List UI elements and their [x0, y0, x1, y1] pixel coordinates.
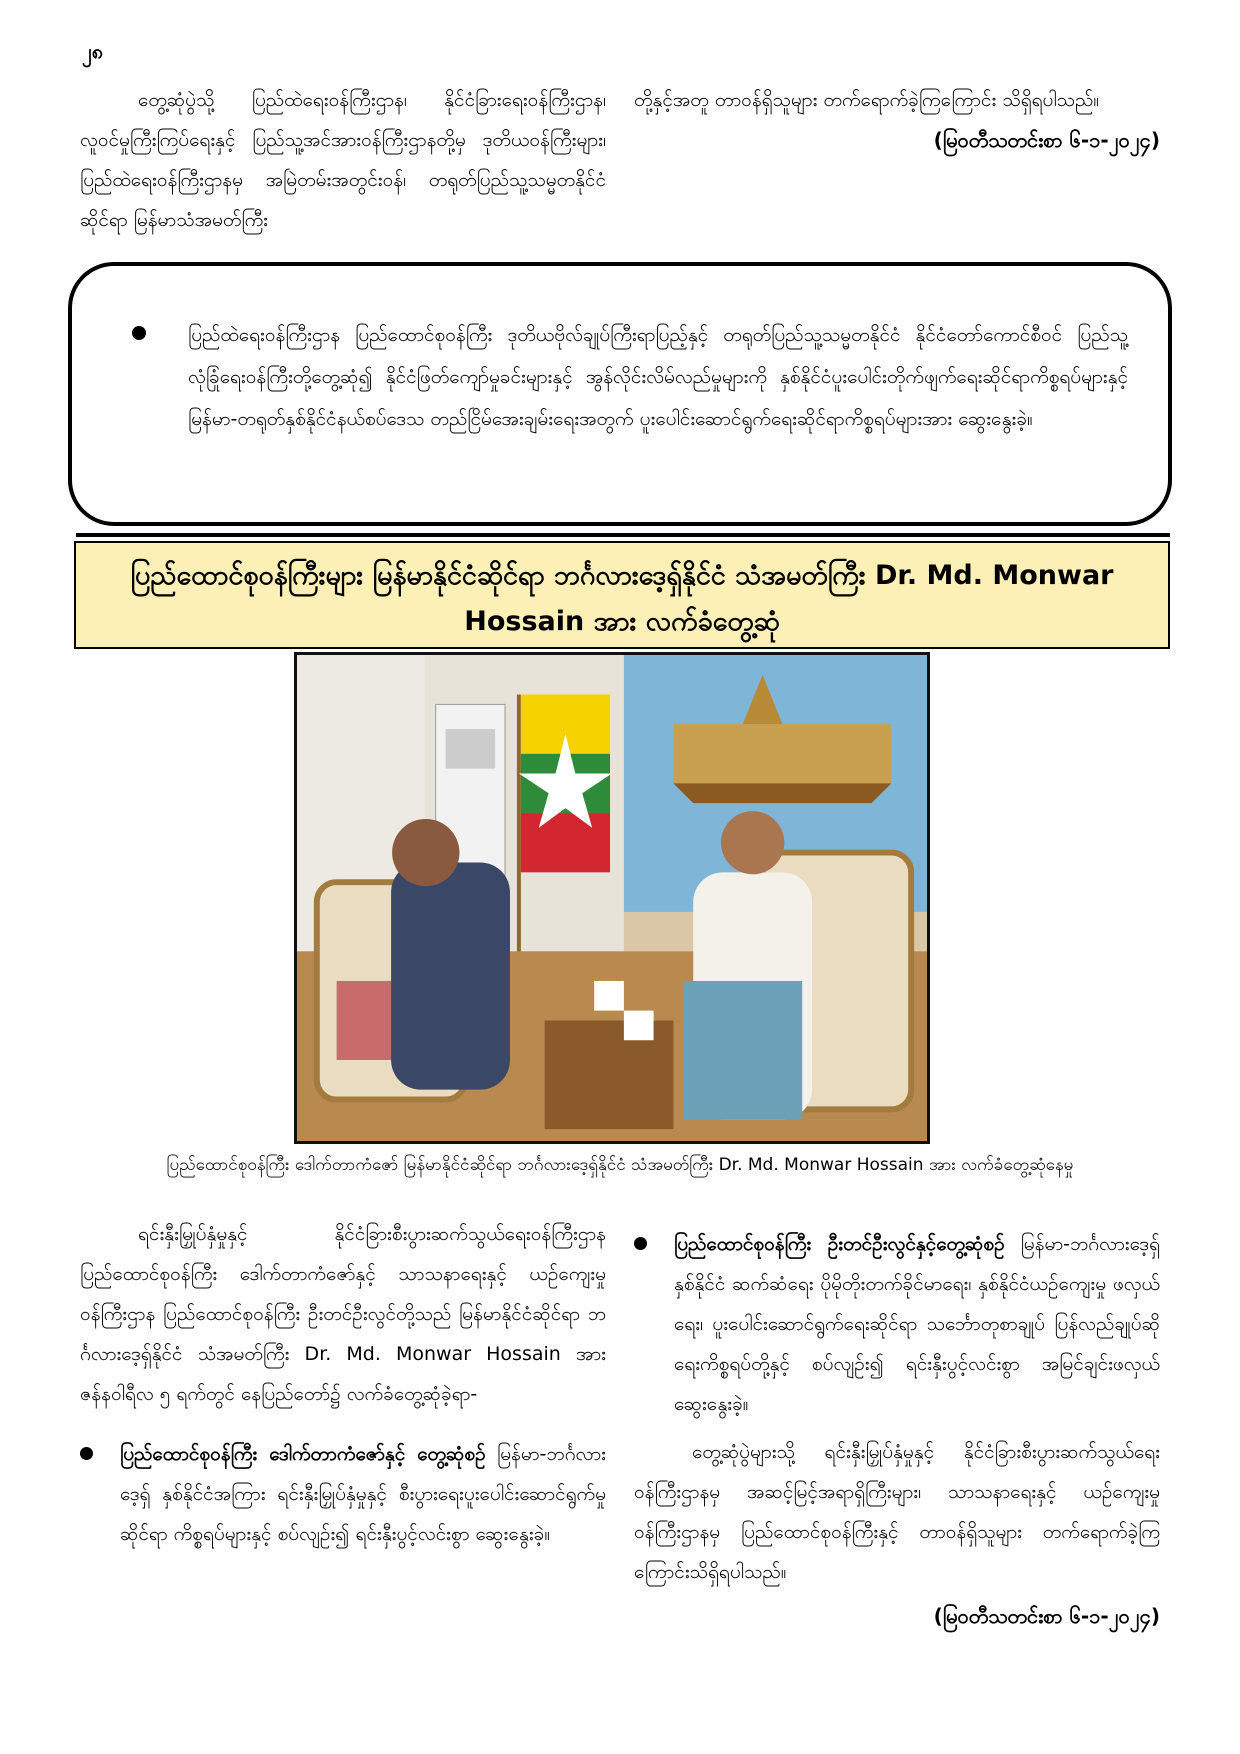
bullet-icon: [80, 1447, 93, 1460]
article-column-2: [634, 1224, 1160, 1636]
article-bullet-1: [80, 1434, 606, 1554]
bullet-1-lead: ပြည်ထောင်စုဝန်ကြီး ဒေါက်တာကံဇော်နှင့် တွေ့ဆုံစဉ်: [120, 1443, 486, 1465]
summary-box: [68, 262, 1172, 526]
top-article-column-1: [80, 80, 606, 240]
meeting-photo-illustration: [297, 655, 927, 1141]
top-article-source: (မြဝတီသတင်းစာ ၆-၁-၂၀၂၄): [933, 128, 1160, 152]
article-bullet-2: [634, 1224, 1160, 1424]
article-headline: ပြည်ထောင်စုဝန်ကြီးများ မြန်မာနိုင်ငံဆိုင်ရာ ဘင်္ဂလားဒေ့ရှ်နိုင်ငံ သံအမတ်ကြီး Dr. Md. Monwar Hossain အား လက်ခံတွေ့ဆုံ: [74, 541, 1170, 649]
bullet-1-text: မြန်မာ-ဘင်္ဂလားဒေ့ရှ် နှစ်နိုင်ငံအကြား ရင်းနှီးမြှုပ်နှံမှုနှင့် စီးပွားရေးပူးပေါင်းဆောင်ရွက်မှုဆိုင်ရာ ကိစ္စရပ်များနှင့် စပ်လျဉ်း၍ ရင်းနှီးပွင့်လင်းစွာ ဆွေးနွေးခဲ့။: [120, 1443, 606, 1545]
top-article-paragraph-end: တို့နှင့်အတူ တာဝန်ရှိသူများ တက်ရောက်ခဲ့ကြကြောင်း သိရှိရပါသည်။: [634, 89, 1100, 111]
article-intro: ရင်းနှီးမြှုပ်နှံမှုနှင့် နိုင်ငံခြားစီးပွားဆက်သွယ်ရေးဝန်ကြီးဌာန ပြည်ထောင်စုဝန်ကြီး ဒေါက်တာကံဇော်နှင့် သာသနာရေးနှင့် ယဉ်ကျေးမှုဝန်ကြီးဌာန ပြည်ထောင်စုဝန်ကြီး ဦးတင်ဦးလွင်တို့သည် မြန်မာနိုင်ငံဆိုင်ရာ ဘင်္ဂလားဒေ့ရှ်နိုင်ငံ သံအမတ်ကြီး Dr. Md. Monwar Hossain အား ဇန်နဝါရီလ ၅ ရက်တွင် နေပြည်တော်၌ လက်ခံတွေ့ဆုံခဲ့ရာ-: [80, 1223, 606, 1405]
page-number: ၂၈: [82, 39, 104, 63]
article-column-1: [80, 1214, 606, 1554]
article-closing: တွေ့ဆုံပွဲများသို့ ရင်းနှီးမြှုပ်နှံမှုနှင့် နိုင်ငံခြားစီးပွားဆက်သွယ်ရေးဝန်ကြီးဌာနမှ အဆင့်မြင့်အရာရှိကြီးများ၊ သာသနာရေးနှင့် ယဉ်ကျေးမှုဝန်ကြီးဌာနမှ ပြည်ထောင်စုဝန်ကြီးနှင့် တာဝန်ရှိသူများ တက်ရောက်ခဲ့ကြကြောင်းသိရှိရပါသည်။: [634, 1441, 1160, 1583]
section-divider: [76, 533, 1170, 537]
summary-text: ပြည်ထဲရေးဝန်ကြီးဌာန ပြည်ထောင်စုဝန်ကြီး ဒုတိယဗိုလ်ချုပ်ကြီးရာပြည့်နှင့် တရုတ်ပြည်သူ့သမ္မတနိုင်ငံ နိုင်ငံတော်ကောင်စီဝင် ပြည်သူ့လုံခြုံရေးဝန်ကြီးတို့တွေ့ဆုံ၍ နိုင်ငံဖြတ်ကျော်မှုခင်းများနှင့် အွန်လိုင်းလိမ်လည်မှုများကို နှစ်နိုင်ငံပူးပေါင်းတိုက်ဖျက်ရေးဆိုင်ရာကိစ္စရပ်များနှင့် မြန်မာ-တရုတ်နှစ်နိုင်ငံနယ်စပ်ဒေသ တည်ငြိမ်အေးချမ်းရေးအတွက် ပူးပေါင်းဆောင်ရွက်ရေးဆိုင်ရာကိစ္စရပ်များအား ဆွေးနွေးခဲ့။: [188, 324, 1128, 430]
summary-bullet: [132, 314, 1128, 440]
news-photo: [294, 652, 930, 1144]
article-source: (မြဝတီသတင်းစာ ၆-၁-၂၀၂၄): [933, 1604, 1160, 1628]
top-article-paragraph: တွေ့ဆုံပွဲသို့ ပြည်ထဲရေးဝန်ကြီးဌာန၊ နိုင်ငံခြားရေးဝန်ကြီးဌာန၊ လူဝင်မှုကြီးကြပ်ရေးနှင့် ပြည်သူ့အင်အားဝန်ကြီးဌာနတို့မှ ဒုတိယဝန်ကြီးများ၊ ပြည်ထဲရေးဝန်ကြီးဌာနမှ အမြဲတမ်းအတွင်းဝန်၊ တရုတ်ပြည်သူ့သမ္မတနိုင်ငံဆိုင်ရာ မြန်မာသံအမတ်ကြီး: [80, 89, 606, 231]
top-article-column-2: [634, 80, 1160, 160]
bullet-icon: [132, 326, 146, 340]
photo-caption: ပြည်ထောင်စုဝန်ကြီး ဒေါက်တာကံဇော် မြန်မာနိုင်ငံဆိုင်ရာ ဘင်္ဂလားဒေ့ရှ်နိုင်ငံ သံအမတ်ကြီး Dr. Md. Monwar Hossain အား လက်ခံတွေ့ဆုံနေမှု: [166, 1155, 1074, 1175]
bullet-2-text: မြန်မာ-ဘင်္ဂလားဒေ့ရှ် နှစ်နိုင်ငံ ဆက်ဆံရေး ပိုမိုတိုးတက်ခိုင်မာရေး၊ နှစ်နိုင်ငံယဉ်ကျေးမှု ဖလှယ်ရေး၊ ပူးပေါင်းဆောင်ရွက်ရေးဆိုင်ရာ သင်္ဘောတုစာချုပ် ပြန်လည်ချုပ်ဆိုရေးကိစ္စရပ်တို့နှင့် စပ်လျဉ်း၍ ရင်းနှီးပွင့်လင်းစွာ အမြင်ချင်းဖလှယ်ဆွေးနွေးခဲ့။: [674, 1233, 1160, 1415]
bullet-icon: [634, 1237, 647, 1250]
bullet-2-lead: ပြည်ထောင်စုဝန်ကြီး ဦးတင်ဦးလွင်နှင့်တွေ့ဆုံစဉ်: [674, 1233, 1005, 1255]
